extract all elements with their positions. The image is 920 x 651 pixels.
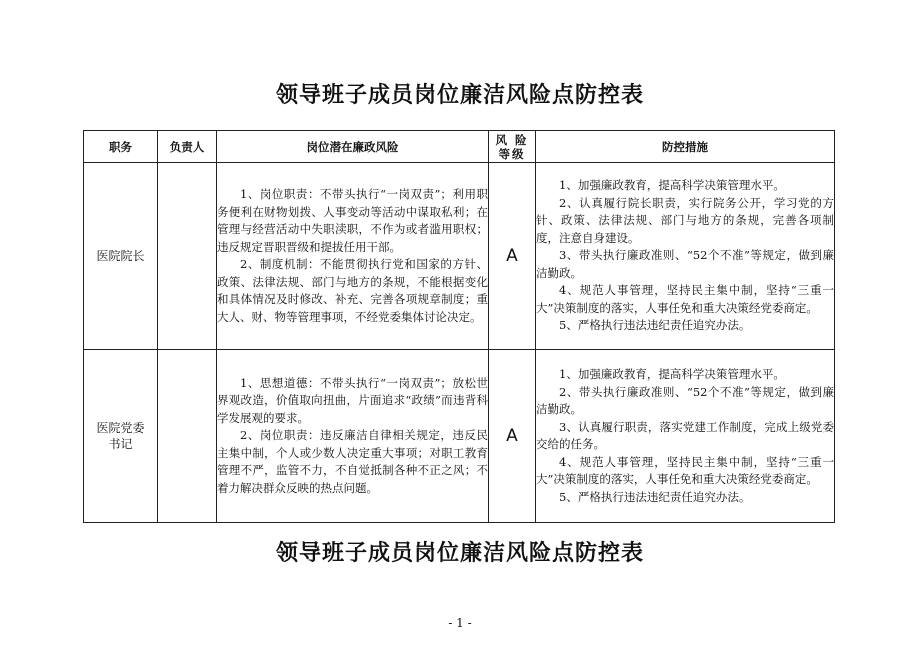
measure-item: 3、认真履行职责，落实党建工作制度，完成上级党委交给的任务。 xyxy=(536,419,834,451)
risk-item: 1、思想道德：不带头执行“一岗双责”；放松世界观改造，价值取向扭曲，片面追求“政绩”而违背科学发展观的要求。 xyxy=(217,375,488,425)
table-header-row xyxy=(84,131,835,163)
row-person xyxy=(158,350,217,523)
row-person xyxy=(158,163,217,350)
row-risks xyxy=(217,163,489,350)
row-position xyxy=(84,350,158,523)
header-measures: 防控措施 xyxy=(536,131,835,163)
risk-item: 2、岗位职责：违反廉洁自律相关规定，违反民主集中制，个人或少数人决定重大事项；对职工教育管理不严，监管不力，不自觉抵制各种不正之风；不着力解决群众反映的热点问题。 xyxy=(217,428,488,495)
document-title: 领导班子成员岗位廉洁风险点防控表 xyxy=(275,83,644,108)
row-measures xyxy=(536,350,835,523)
risk-item: 2、制度机制：不能贯彻执行党和国家的方针、政策、法律法规、部门与地方的条规，不能根据变化和具体情况及时修改、补充、完善各项规章制度；重大人、财、物等管理事项，不经党委集体讨论决定。 xyxy=(217,257,488,324)
measure-item: 5、严格执行违法违纪责任追究办法。 xyxy=(559,318,751,333)
header-level-line2: 等级 xyxy=(498,146,526,161)
measure-item: 3、带头执行廉政准则、“52个不准”等规定，做到廉洁勤政。 xyxy=(536,248,834,280)
measure-item: 1、加强廉政教育，提高科学决策管理水平。 xyxy=(559,178,785,193)
row-measures xyxy=(536,163,835,350)
row-level: A xyxy=(489,163,536,350)
risk-item: 1、岗位职责：不带头执行“一岗双责”；利用职务便利在财物划拨、人事变动等活动中谋取私利；在管理与经营活动中失职渎职，不作为或者滥用职权；违反规定晋职晋级和提拔任用干部。 xyxy=(217,187,488,254)
page-number: - 1 - xyxy=(448,616,472,630)
header-risk: 岗位潜在廉政风险 xyxy=(217,131,489,163)
measure-item: 2、带头执行廉政准则、“52个不准”等规定，做到廉洁勤政。 xyxy=(536,384,834,416)
measure-item: 2、认真履行院长职责，实行院务公开，学习党的方针、政策、法律法规、部门与地方的条规，完善各项制度，注意自身建设。 xyxy=(536,195,834,245)
table-row xyxy=(84,163,835,350)
header-position: 职务 xyxy=(84,131,158,163)
header-person: 负责人 xyxy=(158,131,217,163)
header-level xyxy=(489,131,536,163)
row-position-line1: 医院党委 xyxy=(96,421,145,435)
row-position: 医院院长 xyxy=(84,163,158,350)
risk-control-table xyxy=(83,130,835,523)
measure-item: 5、严格执行违法违纪责任追究办法。 xyxy=(559,489,751,504)
row-level: A xyxy=(489,350,536,523)
document-title-repeat: 领导班子成员岗位廉洁风险点防控表 xyxy=(275,541,644,566)
row-risks xyxy=(217,350,489,523)
row-position-line2: 书记 xyxy=(108,437,133,451)
measure-item: 4、规范人事管理，坚持民主集中制，坚持“三重一大”决策制度的落实，人事任免和重大决策经党委商定。 xyxy=(536,283,834,315)
measure-item: 1、加强廉政教育，提高科学决策管理水平。 xyxy=(559,367,785,381)
measure-item: 4、规范人事管理，坚持民主集中制，坚持“三重一大”决策制度的落实，人事任免和重大决策经党委商定。 xyxy=(536,454,834,486)
header-level-line1: 风 险 xyxy=(495,132,529,147)
table-row xyxy=(84,350,835,523)
